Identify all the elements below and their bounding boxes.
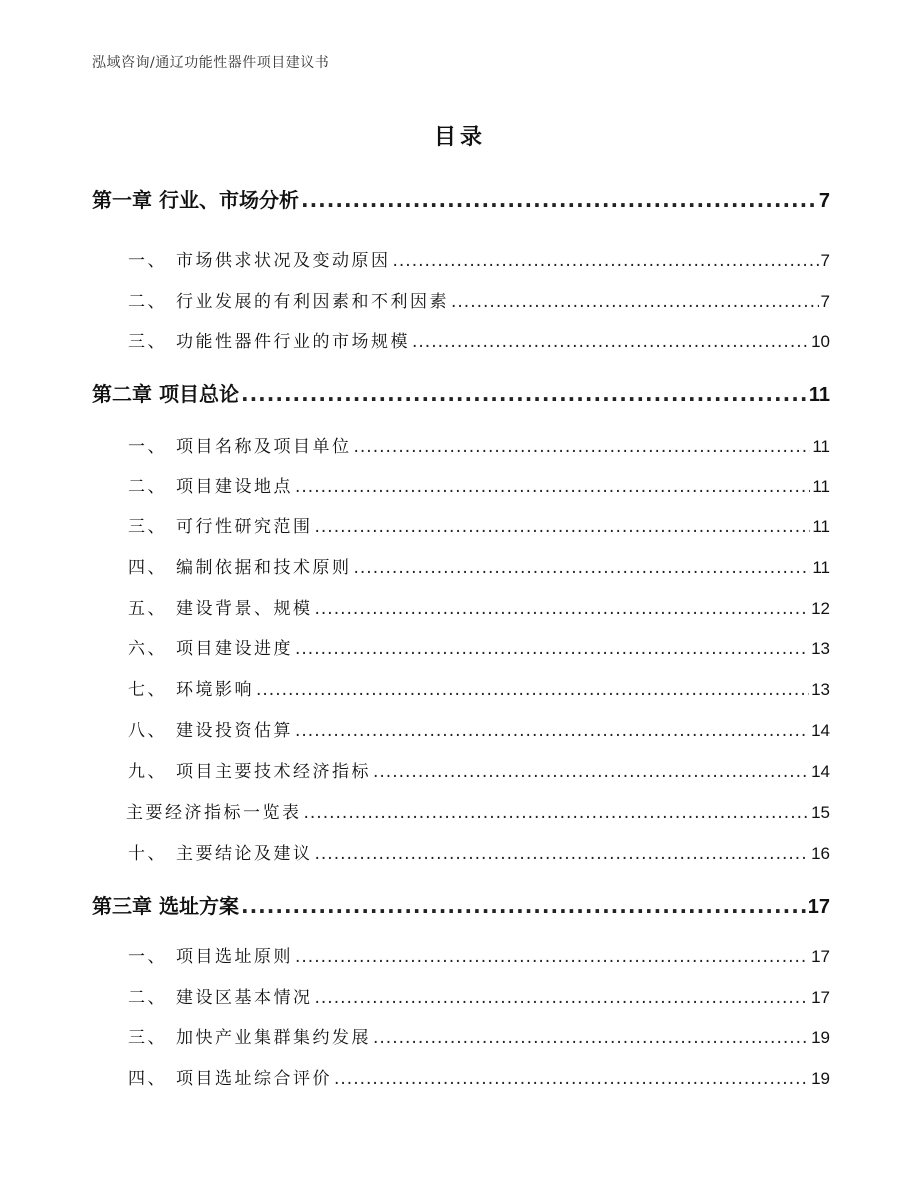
toc-section-entry[interactable] <box>92 1064 830 1089</box>
toc-page-number: 11 <box>812 558 830 577</box>
toc-entry-text: 环境影响 <box>176 680 254 700</box>
toc-entry-number: 八、 <box>128 721 167 741</box>
dot-leader <box>295 639 809 659</box>
toc-entry-label <box>128 287 449 312</box>
toc-page-number: 13 <box>811 680 830 699</box>
toc-page-number: 16 <box>811 844 830 863</box>
toc-entry-text: 第二章 项目总论 <box>92 382 239 406</box>
dot-leader <box>315 844 810 864</box>
toc-section-entry[interactable] <box>92 634 830 659</box>
toc-section-entry[interactable] <box>92 757 830 782</box>
toc-entry-label <box>128 512 313 537</box>
toc-section-entry[interactable] <box>92 472 830 497</box>
toc-entry-number: 五、 <box>128 599 167 619</box>
toc-page-number: 13 <box>811 639 830 658</box>
toc-entry-label <box>128 472 293 497</box>
toc-section-entry[interactable] <box>92 942 830 967</box>
toc-entry-text: 项目选址原则 <box>176 947 293 967</box>
page-title: 目录 <box>433 125 486 150</box>
toc-page-number: 7 <box>818 190 830 212</box>
dot-leader <box>373 1028 809 1048</box>
dot-leader <box>354 437 811 457</box>
toc-section-entry[interactable] <box>92 1023 830 1048</box>
toc-page-number: 14 <box>811 721 830 740</box>
dot-leader <box>301 188 817 212</box>
toc-entry-text: 建设区基本情况 <box>176 988 313 1008</box>
toc-page-number: 11 <box>812 437 830 456</box>
dot-leader <box>315 988 810 1008</box>
dot-leader <box>354 558 811 578</box>
toc-section-entry[interactable] <box>92 553 830 578</box>
toc-entry-number: 二、 <box>128 988 167 1008</box>
dot-leader <box>295 477 810 497</box>
toc-page-number: 14 <box>811 762 830 781</box>
toc-page-number: 19 <box>811 1069 830 1088</box>
toc-section-entry[interactable] <box>92 983 830 1008</box>
dot-leader <box>304 803 810 823</box>
toc-entry-number: 三、 <box>128 517 167 537</box>
toc-entry-label <box>128 1023 371 1048</box>
toc-entry-number: 四、 <box>128 1069 167 1089</box>
toc-entry-text: 第三章 选址方案 <box>92 894 239 918</box>
toc-entry-label <box>126 798 302 823</box>
dot-leader <box>373 762 809 782</box>
toc-entry-number: 二、 <box>128 292 167 312</box>
toc-section-entry[interactable] <box>92 432 830 457</box>
toc-entry-label <box>128 1064 332 1089</box>
toc-entry-number: 七、 <box>128 680 167 700</box>
toc-entry-text: 项目建设地点 <box>176 477 293 497</box>
running-header: 泓域咨询/通辽功能性器件项目建议书 <box>92 55 330 71</box>
toc-entry-label <box>92 184 299 213</box>
toc-entry-number: 一、 <box>128 251 167 271</box>
dot-leader <box>315 599 810 619</box>
toc-entry-number: 十、 <box>128 844 167 864</box>
toc-section-entry[interactable] <box>92 512 830 537</box>
toc-page-number: 10 <box>811 332 830 351</box>
toc-page-number: 17 <box>807 896 830 918</box>
toc-entry-text: 项目主要技术经济指标 <box>176 762 371 782</box>
toc-page-number: 11 <box>812 517 830 536</box>
toc-entry-number: 六、 <box>128 639 167 659</box>
toc-entry-label <box>92 378 239 407</box>
toc-entry-number: 一、 <box>128 947 167 967</box>
toc-section-entry[interactable] <box>92 798 830 823</box>
toc-entry-number: 二、 <box>128 477 167 497</box>
toc-entry-label <box>128 432 352 457</box>
toc-section-entry[interactable] <box>92 594 830 619</box>
toc-page-number: 19 <box>811 1028 830 1047</box>
toc-entry-label <box>128 246 391 271</box>
toc-entry-number: 九、 <box>128 762 167 782</box>
toc-entry-text: 项目选址综合评价 <box>176 1069 332 1089</box>
toc-entry-text: 主要经济指标一览表 <box>126 803 302 823</box>
toc-entry-label <box>128 983 313 1008</box>
dot-leader <box>451 292 819 312</box>
toc-page-number: 11 <box>808 384 830 406</box>
toc-section-entry[interactable] <box>92 839 830 864</box>
dot-leader <box>241 894 806 918</box>
toc-entry-text: 第一章 行业、市场分析 <box>92 188 299 212</box>
toc-entry-text: 建设背景、规模 <box>176 599 313 619</box>
toc-entry-number: 四、 <box>128 558 167 578</box>
dot-leader <box>256 680 809 700</box>
dot-leader <box>412 332 809 352</box>
toc-entry-text: 项目建设进度 <box>176 639 293 659</box>
toc-page-number: 7 <box>820 251 830 270</box>
toc-entry-text: 行业发展的有利因素和不利因素 <box>176 292 449 312</box>
toc-section-entry[interactable] <box>92 246 830 271</box>
toc-entry-label <box>128 553 352 578</box>
toc-entry-text: 功能性器件行业的市场规模 <box>176 332 410 352</box>
toc-chapter-entry[interactable] <box>92 378 830 407</box>
toc-page-number: 12 <box>811 599 830 618</box>
toc-page-number: 17 <box>811 947 830 966</box>
toc-entry-text: 项目名称及项目单位 <box>176 437 352 457</box>
toc-entry-text: 市场供求状况及变动原因 <box>176 251 391 271</box>
toc-entry-label <box>128 634 293 659</box>
toc-section-entry[interactable] <box>92 327 830 352</box>
toc-entry-label <box>128 839 313 864</box>
toc-entry-number: 三、 <box>128 1028 167 1048</box>
toc-section-entry[interactable] <box>92 287 830 312</box>
toc-entry-text: 可行性研究范围 <box>176 517 313 537</box>
toc-section-entry[interactable] <box>92 675 830 700</box>
toc-chapter-entry[interactable] <box>92 890 830 919</box>
toc-page-number: 17 <box>811 988 830 1007</box>
toc-chapter-entry[interactable] <box>92 184 830 213</box>
toc-entry-text: 主要结论及建议 <box>176 844 313 864</box>
dot-leader <box>241 382 807 406</box>
toc-page-number: 11 <box>812 477 830 496</box>
dot-leader <box>315 517 811 537</box>
toc-entry-number: 三、 <box>128 332 167 352</box>
dot-leader <box>295 721 809 741</box>
dot-leader <box>334 1069 809 1089</box>
toc-entry-text: 建设投资估算 <box>176 721 293 741</box>
toc-page-number: 15 <box>811 803 830 822</box>
toc-entry-text: 编制依据和技术原则 <box>176 558 352 578</box>
toc-entry-label <box>128 594 313 619</box>
toc-entry-label <box>128 757 371 782</box>
toc-entry-label <box>128 716 293 741</box>
dot-leader <box>295 947 809 967</box>
toc-entry-label <box>92 890 239 919</box>
toc-page-number: 7 <box>820 292 830 311</box>
toc-entry-text: 加快产业集群集约发展 <box>176 1028 371 1048</box>
toc-section-entry[interactable] <box>92 716 830 741</box>
dot-leader <box>393 251 819 271</box>
toc-entry-label <box>128 942 293 967</box>
toc-entry-number: 一、 <box>128 437 167 457</box>
toc-entry-label <box>128 675 254 700</box>
toc-entry-label <box>128 327 410 352</box>
